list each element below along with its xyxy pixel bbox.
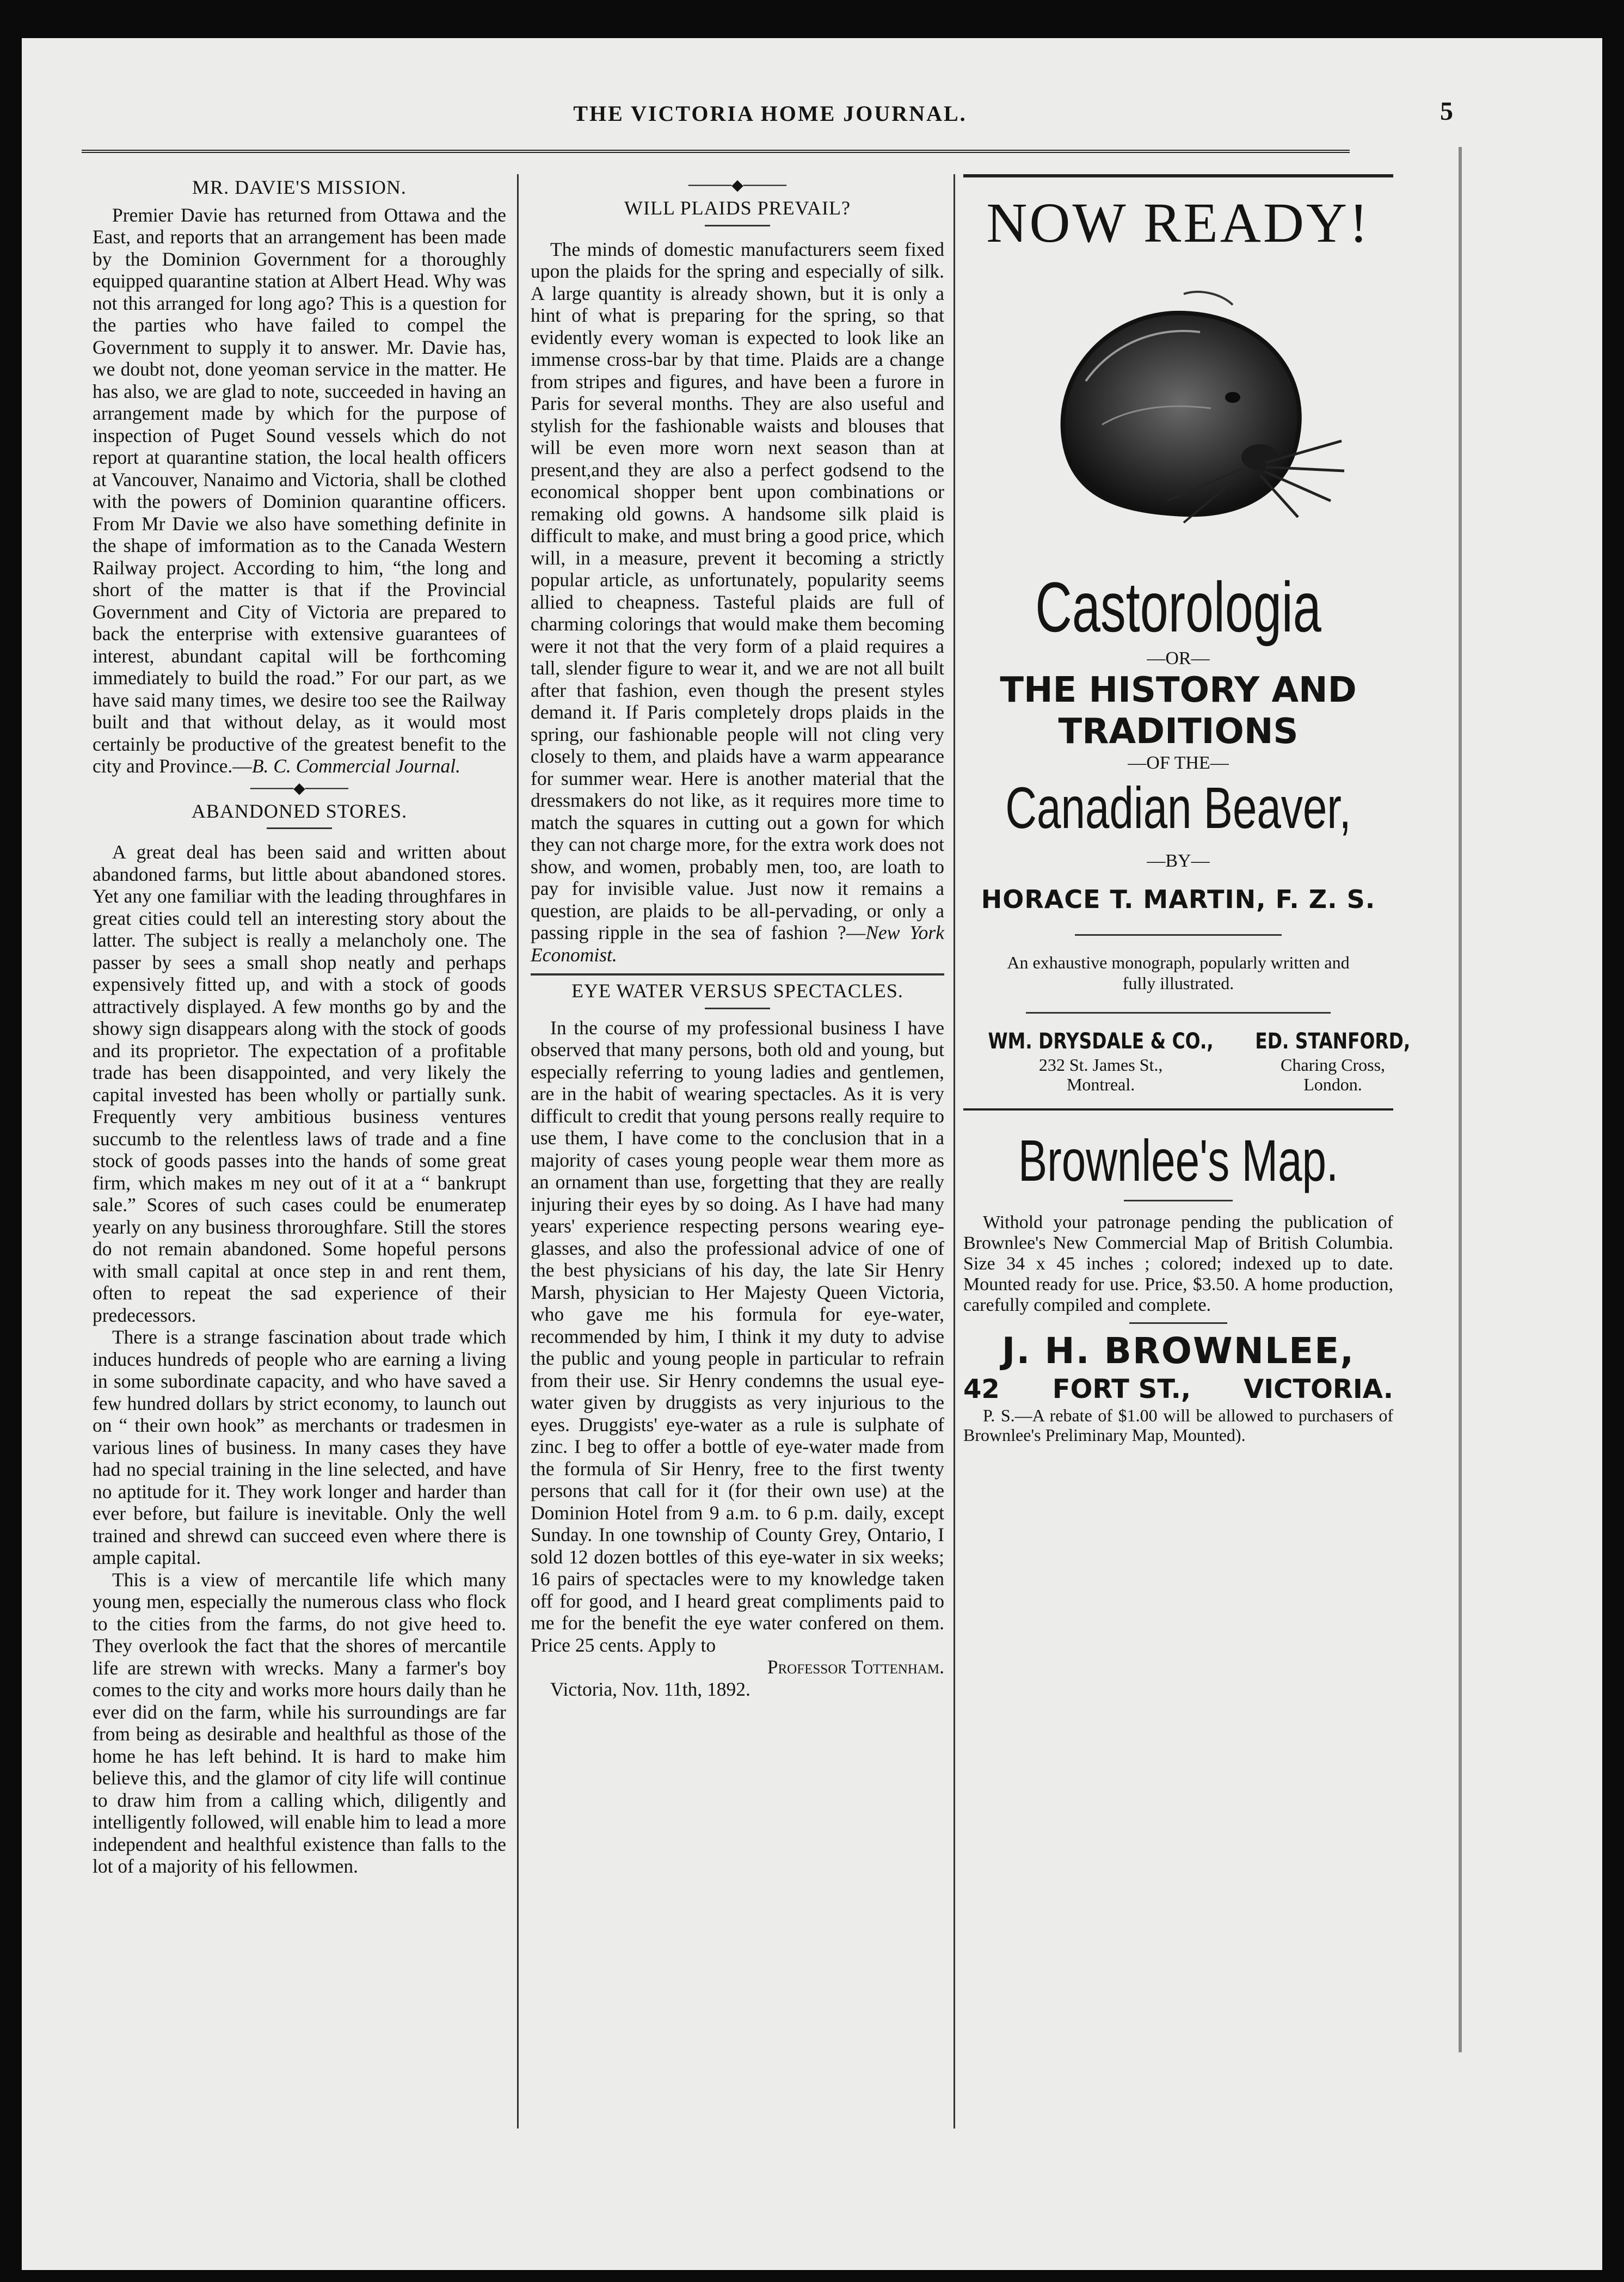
ad-rule	[1026, 1012, 1331, 1014]
headline-rule	[267, 827, 332, 829]
ad-rule	[1124, 1200, 1233, 1201]
ad-or-label: —OR—	[1147, 648, 1210, 668]
publisher-drysdale	[963, 1028, 1238, 1094]
ad-of-the-label: —OF THE—	[1128, 753, 1229, 773]
address-street: FORT ST.,	[1052, 1374, 1191, 1404]
column-2	[531, 174, 944, 2167]
article-paragraph: The minds of domestic manufacturers seem fixed upon the plaids for the spring and especially of silk. A large quantity is already shown, but it is only a hint of what is preparing for the spring, so that evidently every woman is expected to look like an immense cross-bar by that time. Plaids are a change from stripes and figures, and have been a furore in Paris for several months. They are also useful and stylish for the fashionable waists and blouses that will be even more worn next season than at present,and they are also a perfect godsend to the economical shopper bent upon combinations or remaking old gowns. A handsome silk plaid is difficult to make, and must bring a good price, which will, in a measure, prevent it becoming a strictly popular article, as unfortunately, popularity seems allied to cheapness. Tasteful plaids are full of charming colorings that would make them becoming were it not that the very form of a plaid requires a tall, slender figure to wear it, and we are not all built after that fashion, even though the present styles demand it. If Paris completely drops plaids in the spring, our fashionable people will not cling very closely to them, and plaids have a warm appearance for summer wear. Here is another material that the dressmakers do not like, as it requires more time to match the squares in cutting out a gown for which they can not charge more, for the extra work does not show, and women, probably men, too, are loath to pay for invisible value. Just now it remains a question, are plaids to be all-pervading, or only a passing ripple in the sea of fashion ?—New York Economist.	[531, 238, 944, 966]
ad-now-ready: NOW READY!	[986, 192, 1370, 254]
ad-castorologia	[963, 191, 1411, 1094]
article-paragraph: A great deal has been said and written about abandoned farms, but little about abandoned stores. Yet any one familiar with the leading throughfares in great cities could tell an interesting story about the latter. The subject is really a melancholy one. The passer by sees a small shop neatly and perhaps expensively fitted up, and with a stock of goods attractively displayed. A few months go by and the showy sign disappears along with the stock of goods and its proprietor. The expectation of a profitable trade has been disappointed, and very likely the capital invested has been wholly or partially sunk. Frequently very ambitious business ventures succumb to the relentless laws of trade and a fine stock of goods passes into the hands of some great firm, which makes m ney out of it at a “ bankrupt sale.” Scores of such cases could be enumeratep yearly on any business throroughfare. Still the stores do not remain abandoned. Some hopeful persons with small capital at once step in and rent them, often to repeat the sad experience of their predecessors.	[93, 841, 506, 1326]
publisher-name: WM. DRYSDALE & CO.,	[988, 1029, 1214, 1054]
section-divider: ────◆────	[250, 780, 349, 797]
article-abandoned-stores	[93, 800, 506, 1878]
column-rule	[517, 174, 519, 2128]
article-davie	[93, 176, 506, 777]
ad-advertiser-address	[963, 1373, 1393, 1406]
page-number: 5	[1440, 97, 1453, 126]
article-headline: MR. DAVIE'S MISSION.	[192, 176, 407, 198]
ad-advertiser-name: J. H. BROWNLEE,	[1001, 1330, 1355, 1372]
publisher-city: Montreal.	[1066, 1075, 1135, 1094]
ad-map-body: Withold your patronage pending the publication of Brownlee's New Commercial Map of British Columbia. Size 34 x 45 inches ; colored; indexed up to date. Mounted ready for use. Price, $3.50. A home production, carefully compiled and complete.	[963, 1212, 1393, 1315]
ad-book-topic: Canadian Beaver,	[1005, 775, 1351, 841]
article-paragraph: In the course of my professional business I have observed that many persons, both old and young, but especially referring to young ladies and gentlemen, are in the habit of wearing spectacles. As it is very difficult to credit that young persons really require to use them, I have come to the conclusion that in a majority of cases young people wear them more as an ornament than use, forgetting that they are really injuring their eyes by so doing. As I have had many years' experience respecting persons wearing eye-glasses, and also the professional advice of one of the best physicians of his day, the late Sir Henry Marsh, physician to Her Majesty Queen Victoria, who gave me his formula for eye-water, recommended by him, I think it my duty to advise the public and young people in particular to refrain from their use. Sir Henry condemns the usual eye-water given by druggists as very injurious to the eyes. Druggists' eye-water as a rule is sulphate of zinc. I beg to offer a bottle of eye-water made from the formula of Sir Henry, free to the first twenty persons that call for it (for their own use) at the Dominion Hotel from 9 a.m. to 6 p.m. daily, except Sunday. In one township of County Grey, Ontario, I sold 12 dozen bottles of this eye-water in six weeks; 16 pairs of spectacles were to my knowledge taken off for good, and I heard great compliments paid to me for the benefit the eye water confered on them. Price 25 cents. Apply to	[531, 1016, 944, 1656]
page-header	[82, 97, 1459, 144]
ad-brownlee-map	[963, 1127, 1393, 1445]
publisher-stanford	[1238, 1028, 1428, 1094]
article-headline: WILL PLAIDS PREVAIL?	[624, 197, 851, 219]
article-dateline: Victoria, Nov. 11th, 1892.	[550, 1678, 751, 1700]
publisher-city: London.	[1303, 1075, 1362, 1094]
ad-postscript: P. S.—A rebate of $1.00 will be allowed to purchasers of Brownlee's Preliminary Map, Mounted).	[963, 1406, 1393, 1445]
address-number: 42	[963, 1374, 1000, 1404]
article-paragraph: There is a strange fascination about trade which induces hundreds of people who are earning a living in some subordinate capacity, and who have saved a few hundred dollars by strict economy, to launch out on “ their own hook” as merchants or tradesmen in various lines of business. In many cases they have had no special training in the line selected, and have no aptitude for it. They work longer and harder than ever before, but failure is inevitable. Only the well trained and shrewd can succeed even where there is ample capital.	[93, 1326, 506, 1568]
headline-rule	[705, 1008, 770, 1009]
ad-map-title: Brownlee's Map.	[1018, 1127, 1339, 1193]
article-paragraph: Premier Davie has returned from Ottawa and the East, and reports that an arrangement has been made by the Dominion Government for a thoroughly equipped quarantine station at Albert Head. Why was not this arranged for long ago? This is a question for the parties who have failed to compel the Government to supply it to answer. Mr. Davie has, we doubt not, done yeoman service in the matter. He has also, we are glad to note, succeeded in having an arrangement made by which for the purpose of inspection of Puget Sound vessels which do not report at quarantine station, the local health officers at Vancouver, Nanaimo and Victoria, shall be clothed with the powers of Dominion quarantine officers. From Mr Davie we also have something definite in the shape of imformation as to the Canada Western Railway project. According to him, “the long and short of the matter is that if the Provincial Government and City of Victoria are prepared to back the enterprise with extensive guarantees of interest, abundant capital will be forthcoming immediately to build the road.” For our part, as we have said many times, we desire too see the Railway built and that without delay, as it would most certainly be productive of the greatest benefit to the city and Province.—B. C. Commercial Journal.	[93, 204, 506, 777]
ad-book-subtitle: THE HISTORY AND TRADITIONS	[1000, 670, 1357, 752]
publisher-address: 232 St. James St.,	[1038, 1055, 1163, 1075]
ad-rule	[1129, 1322, 1227, 1324]
publisher-name: ED. STANFORD,	[1255, 1029, 1411, 1054]
article-source: B. C. Commercial Journal.	[251, 755, 461, 777]
header-rule	[82, 150, 1350, 153]
section-divider: ────◆────	[688, 177, 787, 194]
article-headline: EYE WATER VERSUS SPECTACLES.	[571, 980, 903, 1002]
column-1	[93, 174, 506, 2167]
ad-by-label: —BY—	[1147, 851, 1210, 871]
article-source: New York Economist.	[531, 922, 944, 966]
address-city: VICTORIA.	[1244, 1374, 1393, 1404]
ad-book-title: Castorologia	[1035, 567, 1321, 647]
column-3-advertisements	[963, 174, 1411, 2167]
ad-separator	[963, 1108, 1393, 1111]
ad-top-rule	[963, 174, 1393, 181]
scan-fold-line	[1459, 147, 1462, 2052]
ad-rule	[1075, 934, 1282, 936]
ad-author: HORACE T. MARTIN, F. Z. S.	[981, 885, 1376, 914]
article-paragraph: This is a view of mercantile life which many young men, especially the numerous class who flock to the cities from the farms, do not give heed to. They overlook the fact that the shores of mercantile life are strewn with wrecks. Many a farmer's boy comes to the city and works more hours daily than he ever did on the farm, while his surroundings are far from being as desirable and healthful as those of the home he has left behind. It is hard to make him believe this, and the glamor of city life will continue to draw him from a calling which, diligently and intelligently followed, will enable him to lead a more independent and healthful existence than falls to the lot of a majority of his fellowmen.	[93, 1568, 506, 1877]
beaver-illustration	[1004, 261, 1352, 566]
article-eye-water	[531, 980, 944, 1700]
article-headline: ABANDONED STORES.	[191, 800, 408, 822]
running-title: THE VICTORIA HOME JOURNAL.	[573, 101, 967, 126]
column-rule	[954, 174, 955, 2128]
article-signature: Professor Tottenham.	[767, 1656, 944, 1678]
headline-rule	[705, 225, 770, 226]
section-divider	[531, 973, 944, 976]
publisher-address: Charing Cross,	[1281, 1055, 1386, 1075]
article-plaids	[531, 177, 944, 966]
ad-publishers	[963, 1028, 1411, 1094]
ad-description: An exhaustive monograph, popularly written and fully illustrated.	[1007, 953, 1350, 993]
